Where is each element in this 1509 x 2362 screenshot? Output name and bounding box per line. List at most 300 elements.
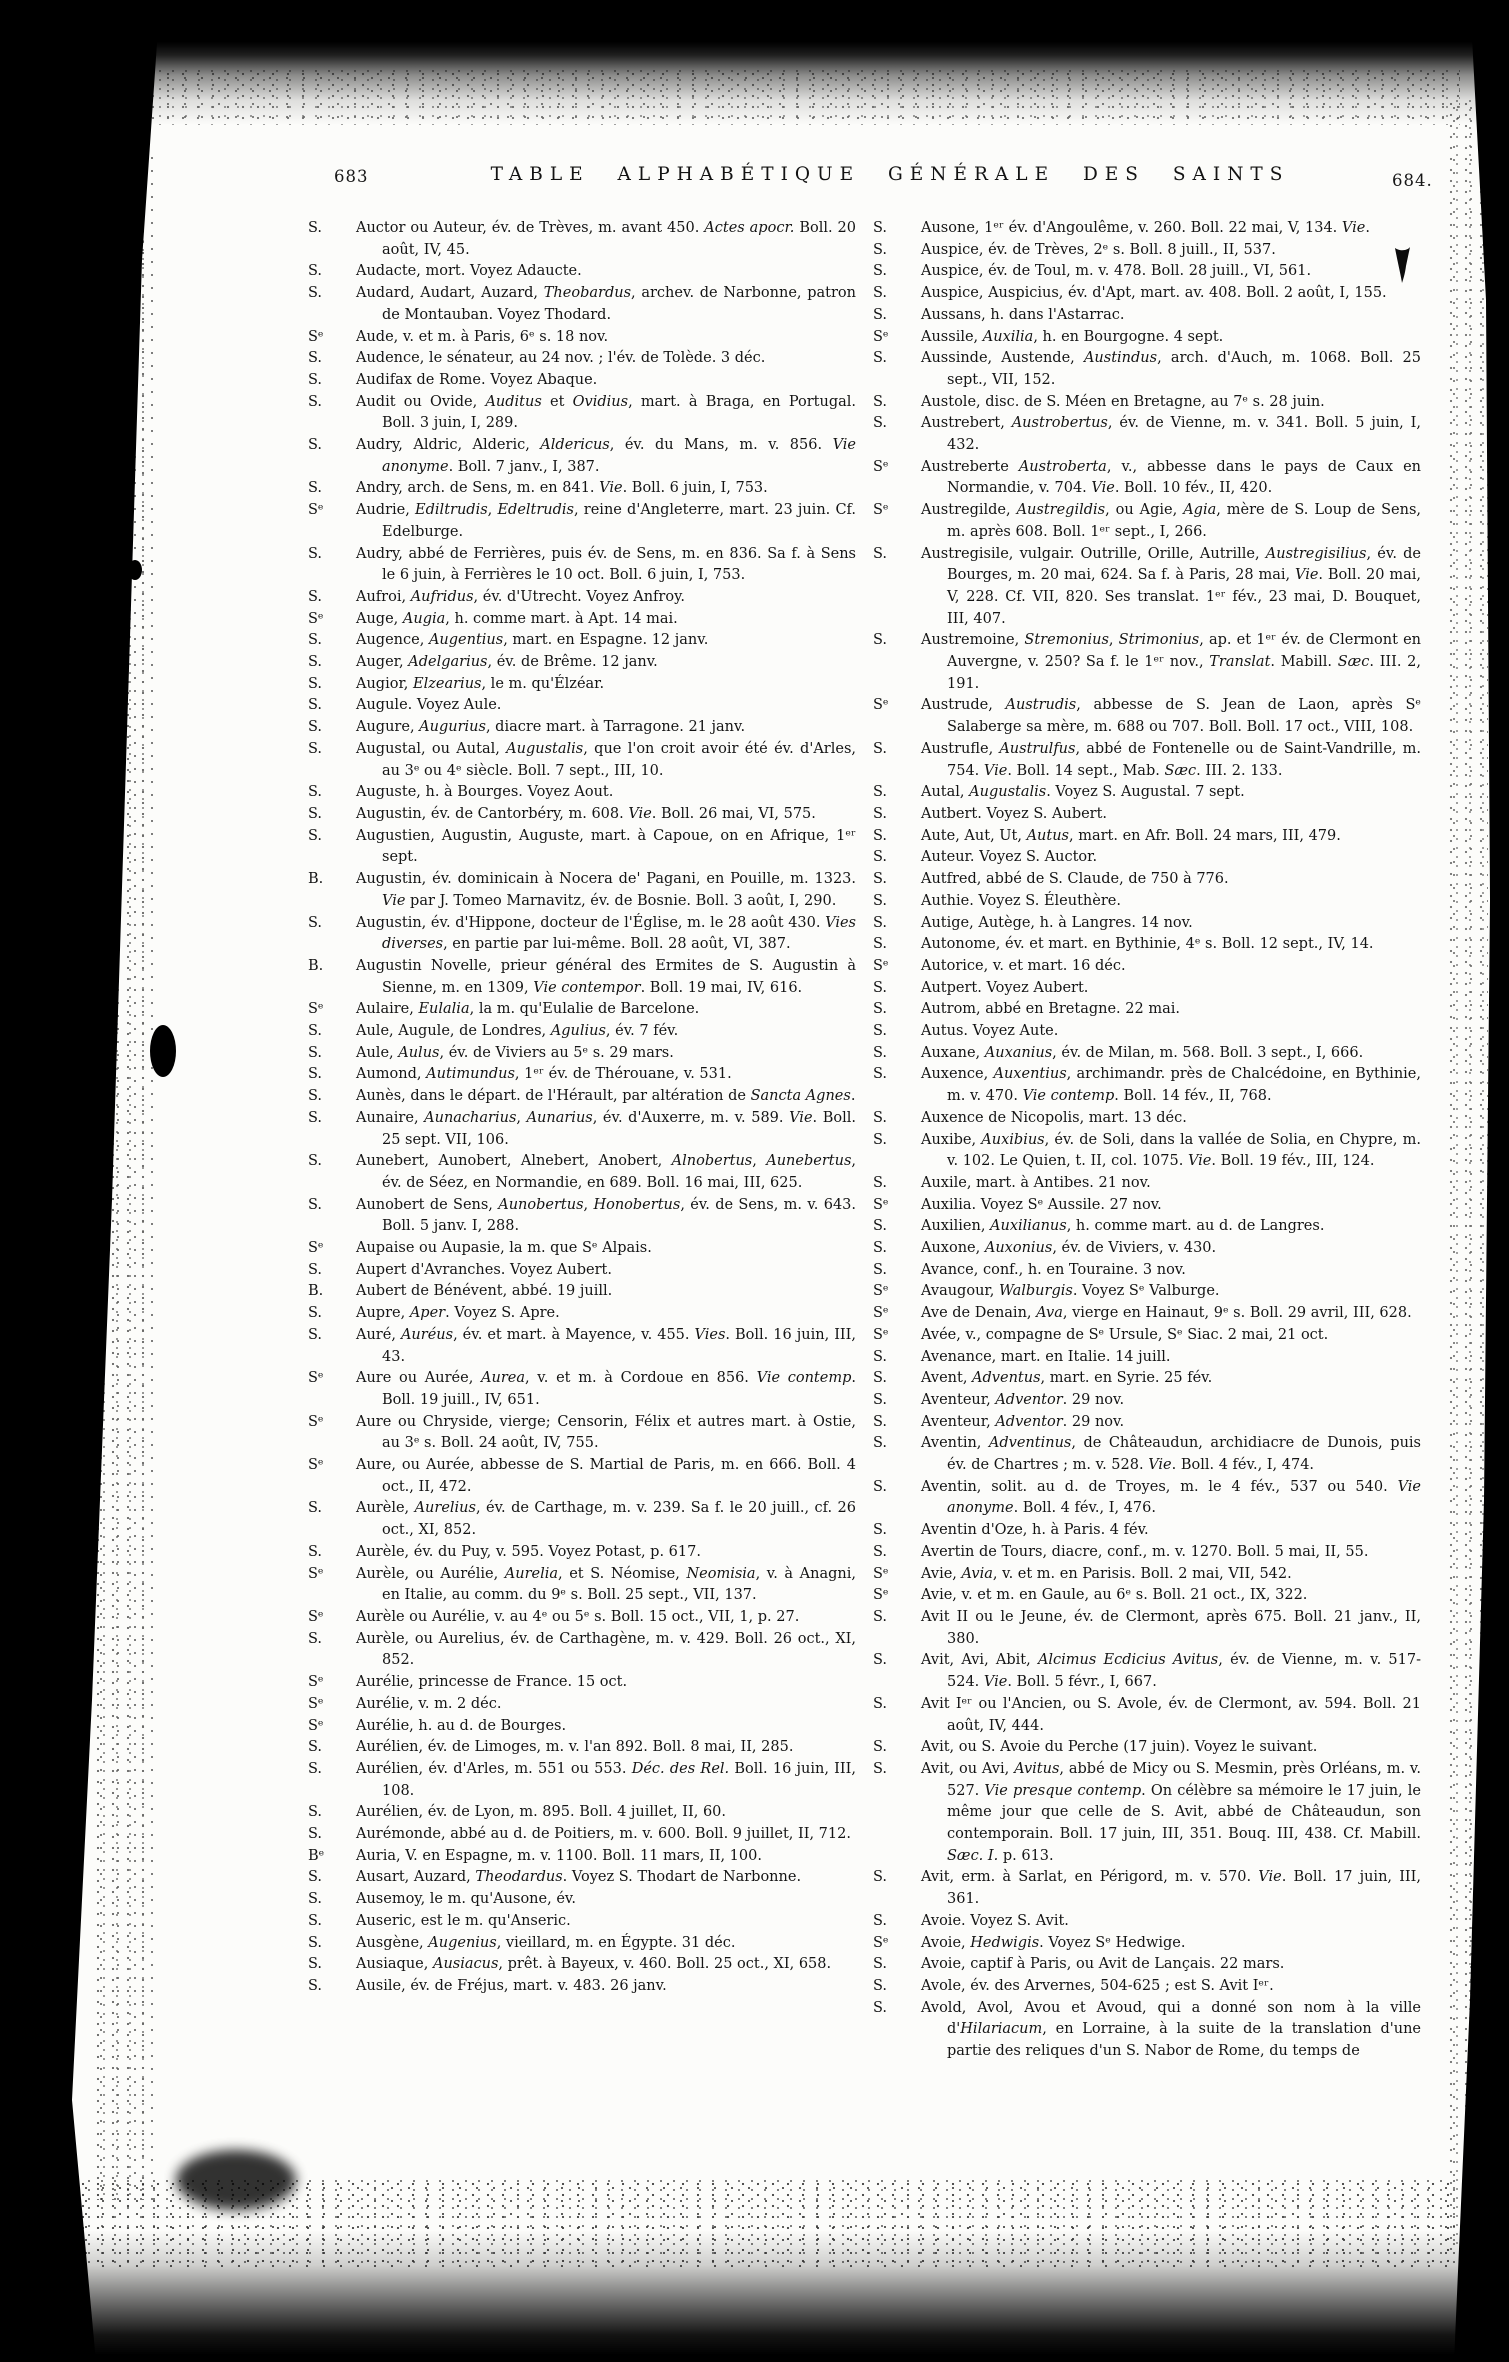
latin-name: Austrulfus — [999, 740, 1076, 757]
latin-name: Vie — [1258, 1869, 1282, 1886]
entry-marker: S. — [308, 1934, 323, 1951]
latin-name: Augustalis — [969, 784, 1047, 801]
entry — [873, 1542, 1421, 1564]
entry — [873, 1867, 1421, 1910]
entry-marker: S. — [308, 1543, 323, 1560]
entry — [873, 1694, 1421, 1737]
latin-name: Auréus — [400, 1326, 454, 1343]
entry — [308, 348, 856, 370]
entry-text: Avertin de Tours, diacre, conf., m. v. 1270. Boll. 5 mai, II, 55. — [921, 1543, 1369, 1560]
entry-text: Aubert de Bénévent, abbé. 19 juill. — [356, 1283, 613, 1300]
entry-marker: S. — [308, 1869, 323, 1886]
entry-text: Avole, év. des Arvernes, 504-625 ; est S. Avit Iᵉʳ. — [921, 1977, 1274, 1994]
entry-text: Aude, v. et m. à Paris, 6ᵉ s. 18 nov. — [356, 328, 609, 345]
entry — [308, 1564, 856, 1607]
entry-marker: S. — [308, 1977, 323, 1994]
entry-text: . On célèbre sa mémoire le 17 juin, le même jour que celle de S. Avit, abbé de Châteaudun, son contemporain. Boll. 17 juin, III, 351. Bouq. III, 438. Cf. Mabill. — [947, 1782, 1421, 1843]
entry — [873, 327, 1421, 349]
entry-text: Auria, V. en Espagne, m. v. 1100. Boll. 11 mars, II, 100. — [356, 1847, 762, 1864]
entry-marker: S. — [873, 1391, 888, 1408]
entry-text: , v. et m. à Cordoue en 856. — [524, 1370, 757, 1387]
entry-text: Aupre, — [356, 1305, 410, 1322]
entry-marker: S. — [873, 306, 888, 323]
entry-text: Augustin, év. dominicain à Nocera de' Pagani, en Pouille, m. 1323. — [356, 871, 856, 888]
entry — [308, 782, 856, 804]
entry — [308, 218, 856, 261]
latin-name: Edeltrudis — [497, 502, 574, 519]
entry-marker: S. — [308, 350, 323, 367]
page-title: TABLE ALPHABÉTIQUE GÉNÉRALE DES SAINTS — [490, 164, 1290, 185]
entry-marker: S. — [308, 784, 323, 801]
entry-text: . Boll. 14 sept., Mab. — [1007, 762, 1165, 779]
entry-text: Ave de Denain, — [921, 1305, 1037, 1322]
entry-marker: Sᵉ — [308, 1609, 324, 1625]
entry-text: . Voyez Sᵉ Valburge. — [1072, 1283, 1220, 1300]
latin-name: Vie anonyme — [947, 1478, 1421, 1517]
entry — [308, 1043, 856, 1065]
entry-text: Austregisile, vulgair. Outrille, Orille, Autrille, — [921, 545, 1266, 562]
entry — [308, 1954, 856, 1976]
entry — [308, 1151, 856, 1194]
latin-name: Adventor — [995, 1391, 1063, 1408]
entry — [873, 1130, 1421, 1173]
entry-marker: S. — [308, 1956, 323, 1973]
entry — [873, 457, 1421, 500]
latin-name: Theobardus — [543, 285, 632, 302]
entry-marker: S. — [873, 871, 888, 888]
latin-name: Vie anonyme — [382, 437, 857, 475]
entry — [308, 609, 856, 631]
entry-text: Avie, — [921, 1565, 962, 1582]
latin-name: Auxilia — [982, 328, 1034, 345]
latin-name: Déc. des Rel. — [631, 1760, 730, 1777]
latin-name: Actes apocr. — [704, 220, 795, 236]
entry-text: Aurèle, — [356, 1500, 415, 1517]
entry-marker: S. — [873, 936, 888, 953]
entry-text: Aure, ou Aurée, abbesse de S. Martial de Paris, m. en 666. Boll. 4 oct., II, 472. — [356, 1457, 856, 1495]
entry-text: , év. de Brême. 12 janv. — [487, 654, 658, 671]
latin-name: Sæc — [1337, 654, 1370, 671]
entry-marker: S. — [873, 1999, 888, 2016]
entry — [873, 1021, 1421, 1043]
entry-marker: S. — [308, 1261, 323, 1278]
latin-name: Vie contemp — [756, 1370, 852, 1387]
entry-text: Authie. Voyez S. Éleuthère. — [921, 892, 1121, 909]
entry-text: , év. de Milan, m. 568. Boll. 3 sept., I, 666. — [1052, 1044, 1364, 1061]
latin-name: Vie — [382, 892, 406, 909]
entry-text: Aunobert de Sens, — [356, 1196, 499, 1213]
entry-text: Aunaire, — [356, 1109, 425, 1126]
entry-marker: Sᵉ — [308, 1240, 324, 1257]
entry-text: , ap. et 1ᵉʳ év. de Clermont en Auvergne, v. 250? Sa f. le 1ᵉʳ nov., — [947, 632, 1422, 671]
entry-text: Augustin Novelle, prieur général des Ermites de S. Augustin à Sienne, m. en 1309, — [356, 957, 856, 996]
page-number-left: 683 — [334, 167, 369, 186]
entry-marker: S. — [308, 914, 323, 931]
latin-name: Auditus — [485, 393, 542, 410]
latin-name: Augurius — [419, 719, 486, 736]
latin-name: Vie — [983, 762, 1008, 779]
entry-marker: S. — [873, 285, 888, 302]
entry-marker: S. — [308, 1630, 323, 1647]
entry-text: , en partie par lui-même. Boll. 28 août, VI, 387. — [443, 936, 791, 953]
entry-marker: S. — [873, 1912, 888, 1929]
entry — [308, 695, 856, 717]
entry — [873, 1368, 1421, 1390]
entry — [873, 1412, 1421, 1434]
entry — [873, 891, 1421, 913]
entry — [308, 1759, 856, 1802]
entry — [308, 739, 856, 782]
entry — [308, 1238, 856, 1260]
entry — [308, 283, 856, 326]
entry — [873, 1043, 1421, 1065]
entry-text: Aupert d'Avranches. Voyez Aubert. — [356, 1261, 612, 1278]
entry — [873, 1195, 1421, 1217]
entry-marker: S. — [873, 892, 888, 909]
latin-name: Avitus — [1014, 1760, 1060, 1777]
entry-text: , que l'on croit avoir été év. d'Arles, au 3ᵉ ou 4ᵉ siècle. Boll. 7 sept., III, 10. — [382, 740, 856, 779]
entry-text: , év. de Vienne, m. v. 341. Boll. 5 juin, I, 432. — [947, 415, 1421, 454]
entry-marker: Sᵉ — [873, 328, 889, 345]
entry — [308, 435, 856, 478]
entry-text: Aurémonde, abbé au d. de Poitiers, m. v. 600. Boll. 9 juillet, II, 712. — [356, 1826, 851, 1843]
entry-text: , — [487, 502, 498, 519]
entry-text: , év. du Mans, m. v. 856. — [609, 437, 833, 454]
entry-marker: S. — [873, 1543, 888, 1560]
entry — [873, 1173, 1421, 1195]
entry-text: Autige, Autège, h. à Langres. 14 nov. — [921, 914, 1193, 931]
entry-marker: S. — [308, 1088, 323, 1105]
entry-text: Autal, — [921, 784, 970, 801]
entry-text: . — [850, 1088, 856, 1105]
entry-text: Audit ou Ovide, — [356, 393, 486, 410]
entry-text: , v. et m. en Parisis. Boll. 2 mai, VII, 542. — [992, 1565, 1292, 1582]
entry-text: , diacre mart. à Tarragone. 21 janv. — [485, 719, 746, 736]
entry-text: Autrom, abbé en Bretagne. 22 mai. — [921, 1001, 1180, 1018]
entry-text: . Voyez Sᵉ Hedwige. — [1039, 1934, 1186, 1951]
entry — [308, 1325, 856, 1368]
entry-marker: S. — [308, 1066, 323, 1083]
entry-text: Avit, erm. à Sarlat, en Périgord, m. v. 570. — [921, 1869, 1259, 1886]
latin-name: Ava — [1036, 1305, 1063, 1322]
entry-marker: S. — [873, 1522, 888, 1539]
entry-text: Ausgène, — [356, 1934, 429, 1951]
latin-name: Adventor — [995, 1413, 1063, 1430]
entry-text: Andry, arch. de Sens, m. en 841. — [356, 480, 600, 497]
entry-marker: S. — [308, 371, 323, 388]
latin-name: Vie — [599, 480, 623, 497]
entry-text: Auteur. Voyez S. Auctor. — [921, 849, 1098, 866]
entry — [873, 999, 1421, 1021]
entry-text: Aussinde, Austende, — [921, 350, 1084, 367]
entry-marker: S. — [308, 1500, 323, 1517]
entry — [308, 1455, 856, 1498]
entry — [873, 1347, 1421, 1369]
latin-name: Augentius — [428, 632, 504, 649]
entry — [873, 804, 1421, 826]
entry-text: Avoie, — [921, 1934, 971, 1951]
entry — [873, 978, 1421, 1000]
entry — [873, 1650, 1421, 1693]
entry — [873, 392, 1421, 414]
entry-text: Aule, Augule, de Londres, — [356, 1023, 551, 1040]
entry — [308, 1086, 856, 1108]
entry — [873, 1390, 1421, 1412]
entry-marker: Sᵉ — [308, 328, 324, 345]
latin-name: Autimundus — [426, 1066, 515, 1083]
latin-name: Honobertus — [593, 1196, 681, 1213]
entry-text: Augustal, ou Autal, — [356, 740, 507, 757]
entry-text: Auxile, mart. à Antibes. 21 nov. — [921, 1174, 1151, 1191]
latin-name: Aulus — [398, 1044, 440, 1061]
latin-name: Vies — [694, 1326, 726, 1343]
entry — [873, 630, 1421, 695]
latin-name: Sæc. I. — [947, 1847, 999, 1864]
entry — [308, 913, 856, 956]
entry-text: Auxence, — [921, 1066, 994, 1083]
entry — [308, 1368, 856, 1411]
entry — [308, 1737, 856, 1759]
entry-marker: Sᵉ — [873, 1326, 889, 1343]
latin-name: Adelgarius — [408, 654, 488, 671]
latin-name: Translat — [1209, 654, 1271, 671]
entry — [873, 1260, 1421, 1282]
entry-text: par J. Tomeo Marnavitz, év. de Bosnie. Boll. 3 août, I, 290. — [405, 892, 837, 909]
entry-text: , v., abbesse dans le pays de Caux en Normandie, v. 704. — [947, 458, 1421, 497]
entry-marker: S. — [873, 1609, 888, 1625]
entry-text: Avit, Avi, Abit, — [921, 1652, 1038, 1669]
entry-marker: Sᵉ — [873, 458, 889, 475]
entry-marker: S. — [873, 1739, 888, 1756]
entry-marker: S. — [873, 350, 888, 367]
latin-name: Alcimus Ecdicius Avitus — [1037, 1652, 1219, 1669]
latin-name: Elzearius — [413, 675, 482, 692]
entry — [308, 392, 856, 435]
latin-name: Agia — [1183, 502, 1217, 519]
entry-text: , archimandr. près de Chalcédoine, en Bythinie, m. v. 470. — [947, 1066, 1421, 1105]
latin-name: Auxibius — [981, 1131, 1045, 1148]
column-right — [873, 218, 1421, 2063]
entry-text: , et S. Néomise, — [558, 1565, 687, 1582]
entry — [308, 1542, 856, 1564]
entry-text: Austole, disc. de S. Méen en Bretagne, au 7ᵉ s. 28 juin. — [921, 393, 1325, 410]
entry — [873, 413, 1421, 456]
entry-marker: S. — [873, 263, 888, 280]
entry-text: , év. 7 fév. — [605, 1023, 679, 1040]
entry-marker: S. — [873, 632, 888, 649]
entry-text: Auge, — [356, 610, 403, 627]
entry-text: . — [1365, 220, 1370, 236]
latin-name: Vie — [789, 1109, 813, 1126]
latin-name: Augustalis — [506, 740, 584, 757]
entry-marker: S. — [873, 1044, 888, 1061]
latin-name: Aunobertus — [498, 1196, 584, 1213]
latin-name: Sæc — [1164, 762, 1197, 779]
entry-text: Augence, — [356, 632, 429, 649]
entry — [873, 1108, 1421, 1130]
entry-text: Augustien, Augustin, Auguste, mart. à Capoue, on en Afrique, 1ᵉʳ sept. — [356, 827, 856, 866]
latin-name: Aunacharius — [424, 1109, 517, 1126]
entry — [873, 934, 1421, 956]
entry-marker: S. — [873, 1435, 888, 1452]
entry-text: , év. d'Utrecht. Voyez Anfroy. — [473, 588, 685, 605]
entry-text: , mart. à Braga, en Portugal. Boll. 3 juin, I, 289. — [382, 393, 856, 432]
latin-name: Vies diverses — [382, 914, 856, 953]
entry-text: Aurèle, ou Aurelius, év. de Carthagène, m. v. 429. Boll. 26 oct., XI, 852. — [356, 1630, 856, 1669]
entry-text: . 29 nov. — [1062, 1391, 1125, 1408]
entry-text: Auspice, év. de Trèves, 2ᵉ s. Boll. 8 juill., II, 537. — [921, 241, 1276, 258]
entry-text: Aurèle, év. du Puy, v. 595. Voyez Potast, p. 617. — [356, 1543, 701, 1560]
entry — [873, 1976, 1421, 1998]
latin-name: Theodardus — [475, 1869, 563, 1886]
entry-text: Aulaire, — [356, 1001, 419, 1018]
entry-text: Aure ou Chryside, vierge; Censorin, Félix et autres mart. à Ostie, au 3ᵉ s. Boll. 24 août, IV, 755. — [356, 1413, 856, 1452]
entry-marker: S. — [308, 1305, 323, 1322]
entry-marker: S. — [308, 263, 323, 280]
entry-text: . 29 nov. — [1062, 1413, 1125, 1430]
entry-text: Aventin, solit. au d. de Troyes, m. le 4 fév., 537 ou 540. — [921, 1478, 1398, 1495]
entry-marker: S. — [873, 1370, 888, 1387]
entry-text: Auxone, — [921, 1240, 985, 1257]
entry-text: Avit II ou le Jeune, év. de Clermont, après 675. Boll. 21 janv., II, 380. — [921, 1609, 1421, 1647]
entry-marker: Sᵉ — [873, 1587, 889, 1604]
entry-marker: B. — [308, 871, 324, 888]
entry — [308, 652, 856, 674]
entry — [873, 1607, 1421, 1650]
entry — [873, 1911, 1421, 1933]
entry — [308, 261, 856, 283]
entry — [308, 1303, 856, 1325]
entry-marker: S. — [873, 805, 888, 822]
entry — [308, 717, 856, 739]
entry-text: et — [541, 393, 573, 410]
entry-text: Ausiaque, — [356, 1956, 433, 1973]
latin-name: Vie — [1187, 1153, 1212, 1170]
entry-text: Aule, — [356, 1044, 399, 1061]
entry-text: , év. de Sens, m. v. 643. Boll. 5 janv. I, 288. — [382, 1196, 857, 1235]
entry-text: p. 613. — [998, 1847, 1054, 1864]
entry-text: Aussans, h. dans l'Astarrac. — [921, 306, 1125, 323]
entry-text: , év. de Séez, en Normandie, en 689. Boll. 16 mai, III, 625. — [382, 1153, 856, 1191]
entry — [308, 1911, 856, 1933]
entry — [308, 1889, 856, 1911]
entry-text: Aventin, — [921, 1435, 989, 1452]
entry-marker: S. — [308, 480, 323, 497]
entry-text: Aurélie, h. au d. de Bourges. — [356, 1717, 567, 1734]
latin-name: Hilariacum — [960, 2021, 1043, 2038]
entry — [873, 1281, 1421, 1303]
entry-text: . Boll. 4 fév., I, 476. — [1013, 1500, 1156, 1517]
entry — [873, 1064, 1421, 1107]
latin-name: Eulalia — [418, 1001, 470, 1018]
latin-name: Austregisilius — [1265, 545, 1367, 562]
entry-marker: Sᵉ — [873, 957, 889, 974]
entry-marker: S. — [873, 849, 888, 866]
entry-text: Avoie. Voyez S. Avit. — [921, 1912, 1069, 1929]
entry-text: Ausart, Auzard, — [356, 1869, 476, 1886]
entry-text: Avenance, mart. en Italie. 14 juill. — [921, 1348, 1171, 1365]
latin-name: Hedwigis — [970, 1934, 1040, 1951]
entry-marker: S. — [873, 1977, 888, 1994]
entry-text: , en Lorraine, à la suite de la translation d'une partie des reliques d'un S. Nabor de Rome, du temps de — [947, 2021, 1421, 2060]
entry — [308, 1824, 856, 1846]
entry-text: Avance, conf., h. en Touraine. 3 nov. — [921, 1261, 1186, 1278]
latin-name: Agulius — [550, 1023, 606, 1040]
latin-name: Alnobertus — [671, 1153, 753, 1170]
entry-text: Austrebert, — [921, 415, 1012, 432]
entry-text: , mère de S. Loup de Sens, m. après 608. Boll. 1ᵉʳ sept., I, 266. — [947, 502, 1421, 540]
entry-text: Audifax de Rome. Voyez Abaque. — [356, 371, 598, 388]
entry — [308, 1281, 856, 1303]
entry-text: Aunès, dans le départ. de l'Hérault, par altération de — [356, 1088, 751, 1105]
latin-name: Aurelia — [504, 1565, 559, 1582]
latin-name: Austroberta — [1018, 458, 1107, 475]
latin-name: Austindus — [1083, 350, 1158, 367]
latin-name: Austregildis — [1016, 502, 1106, 519]
entry-marker: S. — [308, 1196, 323, 1213]
entry-marker: Sᵉ — [308, 1674, 324, 1691]
entry-text: Autus. Voyez Aute. — [921, 1023, 1059, 1040]
entry-marker: S. — [873, 1109, 888, 1126]
entry-marker: S. — [873, 1066, 888, 1083]
entry-text: . Boll. 17 juin, III, 361. — [947, 1869, 1421, 1908]
entry-marker: S. — [308, 1326, 323, 1343]
entry-text: . Boll. 5 févr., I, 667. — [1007, 1674, 1157, 1691]
entry-marker: S. — [873, 1652, 888, 1669]
entry-text: . Boll. 26 mai, VI, 575. — [651, 805, 816, 822]
entry — [308, 1195, 856, 1238]
entry-text: . III. 2. 133. — [1196, 762, 1283, 779]
latin-name: Aldericus — [540, 437, 610, 454]
entry-marker: S. — [308, 1739, 323, 1756]
entry — [873, 348, 1421, 391]
entry-text: , — [752, 1153, 767, 1170]
entry-marker: S. — [873, 1001, 888, 1018]
entry — [308, 327, 856, 349]
entry-marker: S. — [308, 654, 323, 671]
entry-text: Auseric, est le m. qu'Anseric. — [356, 1912, 571, 1929]
entry-marker: Sᵉ — [308, 1717, 324, 1734]
entry — [308, 1064, 856, 1086]
entry-text: Austreberte — [921, 458, 1019, 475]
entry-marker: Sᵉ — [308, 1001, 324, 1018]
entry-marker: S. — [308, 1760, 323, 1777]
latin-name: Aurelius — [414, 1500, 476, 1517]
latin-name: Augenius — [428, 1934, 497, 1951]
entry-marker: Sᵉ — [308, 1565, 324, 1582]
entry-marker: S. — [873, 393, 888, 410]
latin-name: Vie — [1294, 567, 1319, 584]
entry-text: Audry, abbé de Ferrières, puis év. de Sens, m. en 836. Sa f. à Sens le 6 juin, à Ferrières le 10 oct. Boll. 6 juin, I, 753. — [356, 545, 856, 584]
entry — [873, 847, 1421, 869]
entry-text: , év. de Carthage, m. v. 239. Sa f. le 20 juill., cf. 26 oct., XI, 852. — [382, 1500, 856, 1539]
entry — [873, 913, 1421, 935]
entry-text: Austregilde, — [921, 502, 1017, 519]
entry-text: , év. de Bourges, m. 20 mai, 624. Sa f. à Paris, 28 mai, — [947, 545, 1421, 584]
latin-name: Adventinus — [988, 1435, 1072, 1452]
entry — [308, 544, 856, 587]
entry-text: , prêt. à Bayeux, v. 460. Boll. 25 oct., XI, 658. — [498, 1956, 832, 1973]
entry — [308, 999, 856, 1021]
entry — [308, 1672, 856, 1694]
entry-text: , év. et mart. à Mayence, v. 455. — [453, 1326, 695, 1343]
entry-marker: S. — [873, 241, 888, 258]
latin-name: Strimonius — [1118, 632, 1200, 649]
entry-text: Avée, v., compagne de Sᵉ Ursule, Sᵉ Siac. 2 mai, 21 oct. — [921, 1326, 1329, 1343]
entry-marker: S. — [873, 784, 888, 801]
entry-text: Aurélie, princesse de France. 15 oct. — [356, 1674, 628, 1691]
entry-marker: S. — [308, 719, 323, 736]
